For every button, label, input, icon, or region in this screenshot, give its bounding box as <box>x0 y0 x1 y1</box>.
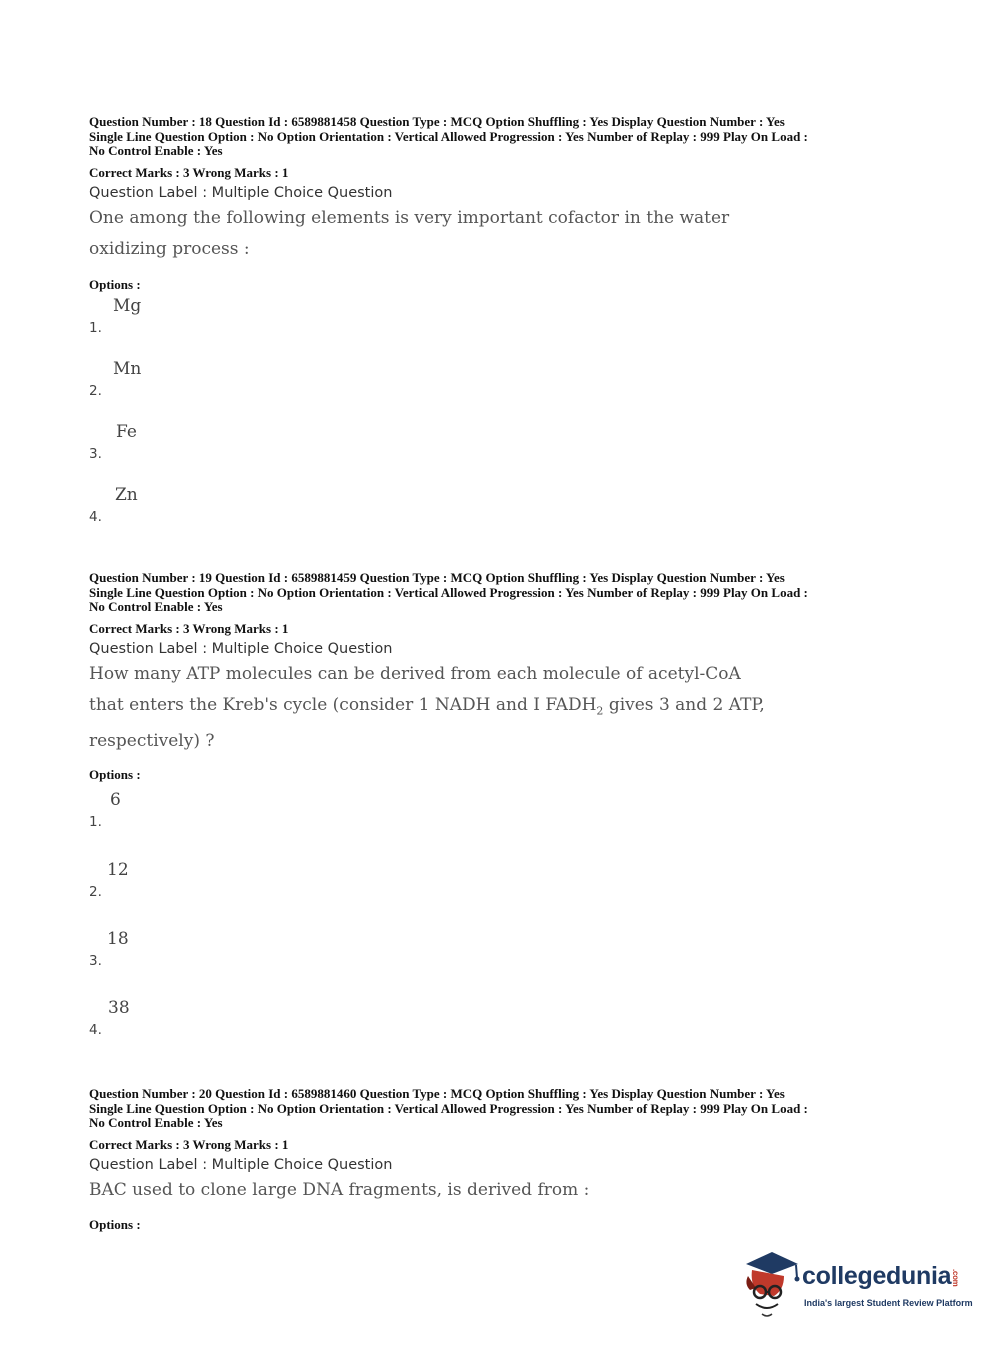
option-3[interactable] <box>89 422 289 462</box>
meta-line: Single Line Question Option : No Option Orientation : Vertical Allowed Progression : Yes Number of Replay : 999 Play On Load : <box>89 1100 808 1116</box>
text-part: gives 3 and 2 ATP, <box>603 694 765 715</box>
question-meta <box>89 571 919 615</box>
options-label: Options : <box>89 1217 141 1232</box>
option-number: 2. <box>89 383 102 399</box>
question-text <box>89 1175 919 1206</box>
question-text <box>89 659 919 757</box>
option-2[interactable] <box>89 860 289 900</box>
meta-line: Single Line Question Option : No Option Orientation : Vertical Allowed Progression : Yes Number of Replay : 999 Play On Load : <box>89 128 808 144</box>
option-4[interactable] <box>89 485 289 525</box>
meta-line: Question Number : 18 Question Id : 6589881458 Question Type : MCQ Option Shuffling : Yes Display Question Number : Yes <box>89 114 785 129</box>
collegedunia-logo[interactable] <box>740 1248 973 1318</box>
option-value: 18 <box>107 929 129 949</box>
meta-line: Question Number : 19 Question Id : 6589881459 Question Type : MCQ Option Shuffling : Yes Display Question Number : Yes <box>89 570 785 585</box>
question-text <box>89 203 919 265</box>
option-3[interactable] <box>89 929 289 969</box>
option-1[interactable] <box>89 790 289 830</box>
question-marks: Correct Marks : 3 Wrong Marks : 1 <box>89 164 289 180</box>
logo-wordmark <box>802 1262 960 1291</box>
meta-line: No Control Enable : Yes <box>89 599 223 614</box>
subscript: 2 <box>596 703 604 717</box>
option-number: 3. <box>89 953 102 969</box>
meta-line: Single Line Question Option : No Option Orientation : Vertical Allowed Progression : Yes Number of Replay : 999 Play On Load : <box>89 584 808 600</box>
option-value: 12 <box>107 860 129 880</box>
option-value: Mn <box>113 359 142 379</box>
question-meta <box>89 1087 919 1131</box>
question-label: Question Label : Multiple Choice Question <box>89 184 393 201</box>
question-marks: Correct Marks : 3 Wrong Marks : 1 <box>89 1136 289 1152</box>
options-label: Options : <box>89 767 141 782</box>
option-1[interactable] <box>89 296 289 336</box>
question-text-line: One among the following elements is very important cofactor in the water <box>89 207 730 228</box>
question-text-line <box>89 690 919 726</box>
question-18 <box>89 115 919 265</box>
option-number: 4. <box>89 1022 102 1038</box>
option-number: 4. <box>89 509 102 525</box>
question-meta <box>89 115 919 159</box>
question-text-line: How many ATP molecules can be derived from each molecule of acetyl-CoA <box>89 663 741 684</box>
option-4[interactable] <box>89 998 289 1038</box>
question-marks: Correct Marks : 3 Wrong Marks : 1 <box>89 620 289 636</box>
option-number: 1. <box>89 814 102 830</box>
options-label: Options : <box>89 277 141 292</box>
logo-tagline: India's largest Student Review Platform <box>804 1298 973 1308</box>
question-label: Question Label : Multiple Choice Question <box>89 1156 393 1173</box>
option-number: 2. <box>89 884 102 900</box>
graduate-mascot-icon <box>740 1248 802 1318</box>
option-number: 3. <box>89 446 102 462</box>
option-value: 6 <box>110 790 121 810</box>
option-value: Fe <box>116 422 137 442</box>
option-value: Mg <box>113 296 142 316</box>
meta-line: Question Number : 20 Question Id : 6589881460 Question Type : MCQ Option Shuffling : Yes Display Question Number : Yes <box>89 1086 785 1101</box>
logo-suffix: .com <box>951 1268 961 1287</box>
question-text-line: BAC used to clone large DNA fragments, is derived from : <box>89 1179 590 1200</box>
option-number: 1. <box>89 320 102 336</box>
meta-line: No Control Enable : Yes <box>89 1115 223 1130</box>
question-text-line: respectively) ? <box>89 730 215 751</box>
option-value: Zn <box>115 485 138 505</box>
meta-line: No Control Enable : Yes <box>89 143 223 158</box>
question-label: Question Label : Multiple Choice Question <box>89 640 393 657</box>
question-19 <box>89 571 919 757</box>
logo-name: collegedunia <box>802 1262 952 1290</box>
option-value: 38 <box>108 998 130 1018</box>
text-part: that enters the Kreb's cycle (consider 1 NADH and I FADH <box>89 694 597 715</box>
question-20 <box>89 1087 919 1206</box>
option-2[interactable] <box>89 359 289 399</box>
question-text-line: oxidizing process : <box>89 238 250 259</box>
